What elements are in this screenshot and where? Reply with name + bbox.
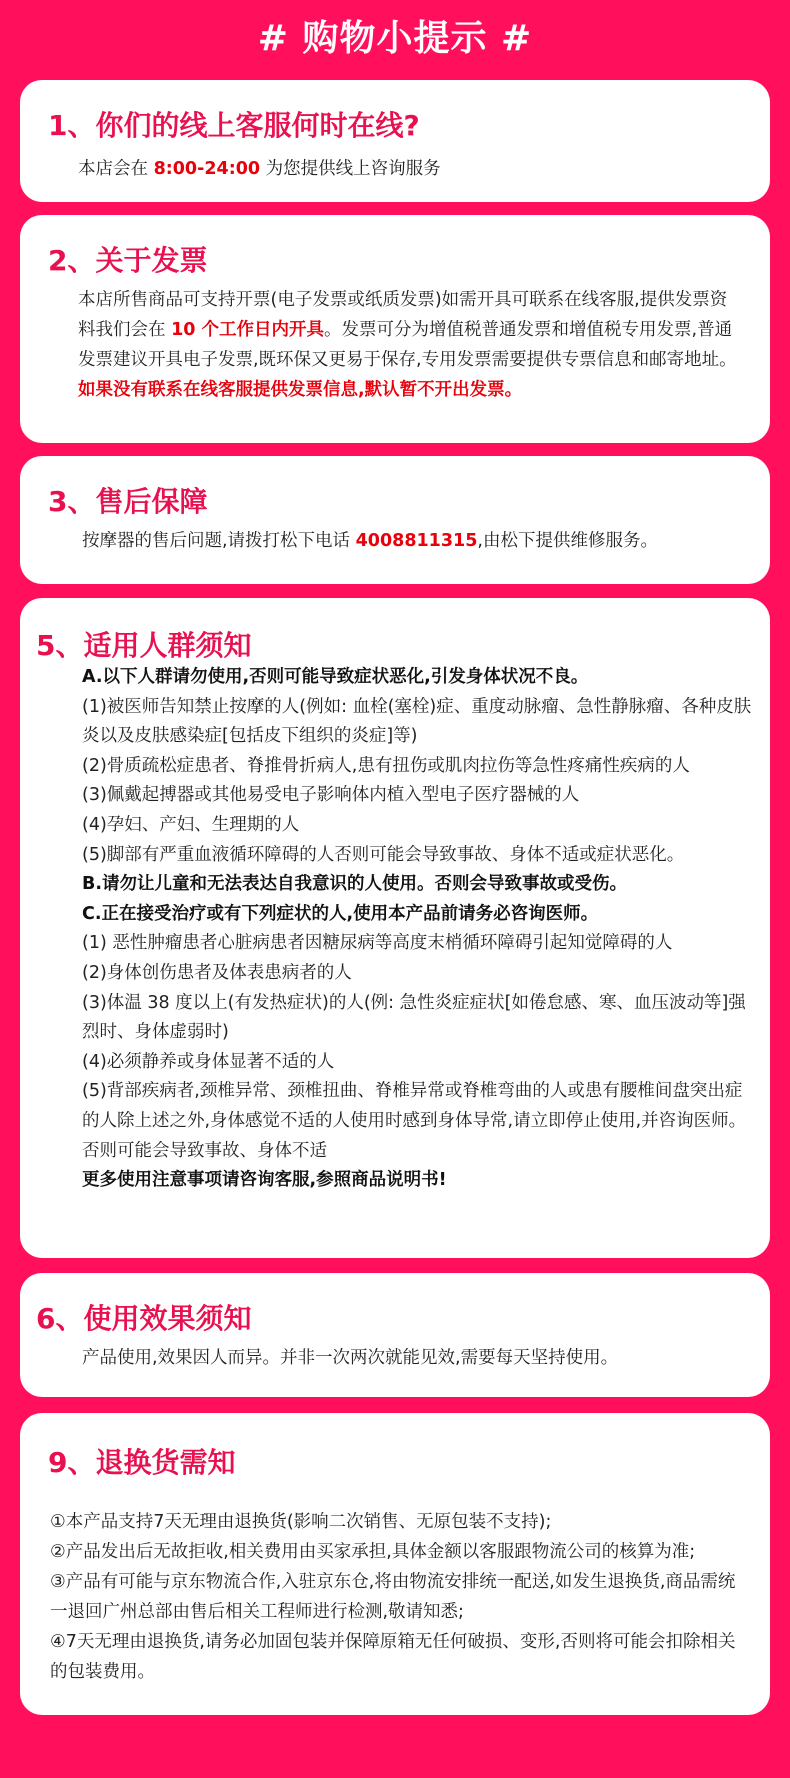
text-segment: 为您提供线上咨询服务 (260, 159, 441, 179)
card-after-sales (20, 456, 770, 584)
list-item: ①本产品支持7天无理由退换货(影响二次销售、无原包装不支持); (50, 1512, 552, 1532)
list-item: (3)体温 38 度以上(有发热症状)的人(例: 急性炎症症状[如倦怠感、寒、血压波动等]强烈时、身体虚弱时) (82, 992, 746, 1043)
list-item: ②产品发出后无故拒收,相关费用由买家承担,具体金额以客服跟物流公司的核算为准; (50, 1542, 696, 1562)
card-applicable-people (20, 598, 770, 1258)
list-item: (3)佩戴起搏器或其他易受电子影响体内植入型电子医疗器械的人 (82, 785, 580, 806)
list-item: (5)背部疾病者,颈椎异常、颈椎扭曲、脊椎异常或脊椎弯曲的人或患有腰椎间盘突出症的人除上述之外,身体感觉不适的人使用时感到身体导常,请立即停止使用,并咨询医师。否则可能会导致事故、身体不适 (82, 1081, 747, 1161)
service-phone: 4008811315 (355, 531, 478, 551)
list-item: (5)脚部有严重血液循环障碍的人否则可能会导致事故、身体不适或症状恶化。 (82, 844, 685, 865)
text-segment: 。发票可分为增值税普通发票和增值税专用发票,普通发票建议开具电子发票,既环保又更易于保存,专用发票需要提供专票信息和邮寄地址。 (78, 320, 737, 370)
section-title: 2、关于发票 (48, 244, 208, 277)
list-item: ③产品有可能与京东物流合作,入驻京东仓,将由物流安排统一配送,如发生退换货,商品需统一退回广州总部由售后相关工程师进行检测,敬请知悉; (50, 1572, 736, 1622)
section-title: 9、退换货需知 (48, 1446, 236, 1479)
list-item: (4)孕妇、产妇、生理期的人 (82, 814, 300, 835)
list-item: (2)身体创伤患者及体表患病者的人 (82, 962, 352, 983)
section-text (82, 1343, 742, 1373)
list-item: (1)被医师告知禁止按摩的人(例如: 血栓(塞栓)症、重度动脉瘤、急性静脉瘤、各种皮肤炎以及皮肤感染症[包括皮下组织的炎症]等) (82, 696, 752, 747)
text-segment: 本店所售商品可支持开票(电子发票或纸质发票)如需开具可联系在线客服,提供发票资料我们会在 (78, 290, 728, 340)
service-hours: 8:00-24:00 (153, 159, 261, 179)
text-segment: 本店会在 (78, 159, 154, 179)
section-text (78, 154, 738, 184)
section-text (50, 1507, 750, 1687)
section-title: 5、适用人群须知 (36, 629, 252, 662)
section-title: 3、售后保障 (48, 485, 208, 518)
list-item: (2)骨质疏松症患者、脊推骨折病人,患有扭伤或肌肉拉伤等急性疼痛性疾病的人 (82, 755, 690, 776)
section-title: 6、使用效果须知 (36, 1302, 252, 1335)
group-c-heading: C.正在接受治疗或有下列症状的人,使用本产品前请务必咨询医师。 (82, 903, 599, 924)
page-title: # 购物小提示 # (257, 18, 533, 59)
invoice-warning: 如果没有联系在线客服提供发票信息,默认暂不开出发票。 (78, 380, 523, 400)
text-segment: 按摩器的售后问题,请拨打松下电话 (82, 531, 356, 551)
section-text (82, 663, 752, 1196)
list-item: (1) 恶性肿瘤患者心脏病患者因糖尿病等高度末梢循环障碍引起知觉障碍的人 (82, 933, 673, 954)
card-online-service (20, 80, 770, 202)
section-footer-note: 更多使用注意事项请咨询客服,参照商品说明书! (82, 1170, 447, 1191)
list-item: (4)必须静养或身体显著不适的人 (82, 1051, 335, 1072)
group-a-heading: A.以下人群请勿使用,否则可能导致症状恶化,引发身体状况不良。 (82, 667, 589, 687)
section-title: 1、你们的线上客服何时在线? (48, 109, 420, 142)
section-text (82, 526, 742, 556)
card-effect-notice (20, 1273, 770, 1397)
list-item: ④7天无理由退换货,请务必加固包装并保障原箱无任何破损、变形,否则将可能会扣除相关的包装费用。 (50, 1632, 736, 1682)
text-segment: ,由松下提供维修服务。 (477, 531, 658, 551)
invoice-deadline: 10 个工作日内开具 (171, 320, 325, 340)
card-return-policy (20, 1413, 770, 1715)
card-invoice (20, 215, 770, 443)
text-segment: 产品使用,效果因人而异。并非一次两次就能见效,需要每天坚持使用。 (82, 1348, 619, 1368)
section-text (78, 285, 740, 405)
group-b-heading: B.请勿让儿童和无法表达自我意识的人使用。否则会导致事故或受伤。 (82, 874, 627, 895)
